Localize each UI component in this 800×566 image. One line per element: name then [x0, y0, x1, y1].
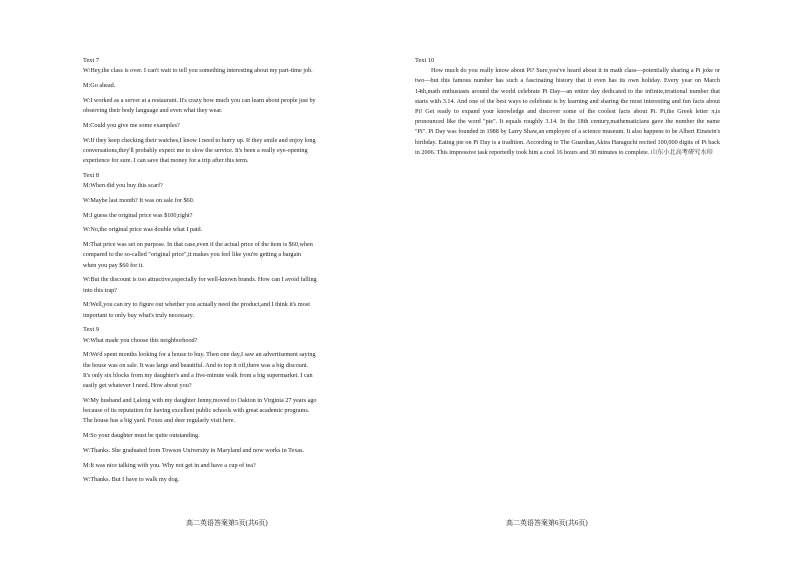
text8-line: compared to the so-called "original price",it makes you feel like you're getting a bargain — [83, 251, 302, 259]
text8-line: when you pay $60 for it. — [83, 261, 144, 269]
text7-body — [83, 66, 391, 171]
footer-page-5: 高二英语答案第5页(共6页) — [186, 519, 268, 527]
text8-body — [83, 181, 391, 325]
text9-line: W:Thanks. She graduated from Towson University in Maryland and now works in Texas. — [83, 446, 305, 454]
left-column — [83, 56, 391, 490]
text9-line: M:We'd spent months looking for a house to buy. Then one day,I saw an advertisement saying — [83, 351, 316, 359]
text7-line: conversations,they'll probably expect me to slow the service. It's been a really eye-opening — [83, 146, 308, 154]
text8-line: M:When did you buy this scarf? — [83, 182, 163, 189]
text8-line: M:Well,you can try to figure out whether you actually need the product,and I think it's most — [83, 301, 310, 309]
text9-line: W:Thanks. But I have to walk my dog. — [83, 476, 180, 484]
text8-line: W:No,the original price was double what I paid. — [83, 226, 203, 234]
footer-page-6: 高二英语答案第6页(共6页) — [506, 519, 588, 527]
text10-paragraph — [415, 66, 720, 158]
text8-line: important to only buy what's truly necessary. — [83, 311, 194, 319]
text8-line: into this trap? — [83, 286, 118, 294]
text9-line: W:What made you choose this neighborhood? — [83, 336, 198, 344]
text9-line: because of its reputation for having excellent public schools with great academic programs. — [83, 407, 310, 414]
text9-line: W:My husband and I,along with my daughter Jenny,moved to Oakton in Virginia 27 years ago — [83, 396, 317, 404]
text7-line: W:Hey,the class is over. I can't wait to tell you something interesting about my part-time job. — [83, 67, 313, 75]
text8-line: W:Maybe last month? It was on sale for $60. — [83, 196, 195, 204]
text9-line: the house was on sale. It was large and beautiful. And to top it off,there was a big discount. — [83, 361, 309, 369]
text7-line: experience for sure. I can save that money for a trip after this term. — [83, 157, 249, 164]
text7-line: W:If they keep checking their watches,I know I need to hurry up. If they smile and enjoy long — [83, 136, 316, 144]
text7-line: M:Go ahead. — [83, 82, 116, 89]
watermark-text: 山东小北高考研究水印 — [650, 148, 713, 156]
text10-body: How much do you really know about Pi? Sure,you've heard about it in math class—potentially sharing a Pi joke or two—but this famous number has such a fascinating history that it even has its own holiday. Every year on March 14th,math enthusiasts around the world celebrate Pi Day—an entire day dedicated to the infinite,irrational number that starts with 3.14. And one of the best ways to celebrate is by learning and sharing the most interesting and fun facts about Pi! Get ready to expand your knowledge and discover some of the coolest facts about Pi. Pi,the Greek letter π,is pronounced like the word "pie". It equals roughly 3.14. In the 18th century,mathematicians gave the number the name "Pi". Pi Day was founded in 1988 by Larry Shaw,an employee of a science museum. It also happens to be Albert Einstein's birthday. Eating pie on Pi Day is a tradition. According to The Guardian,Akira Haraguchi recited 100,000 digits of Pi back in 2006. This impressive task reportedly took him a cool 16 hours and 30 minutes to complete. — [415, 67, 720, 156]
text9-body — [83, 336, 391, 491]
text8-line: W:But the discount is too attractive,especially for well-known brands. How can I avoid falling — [83, 276, 317, 284]
text9-line: easily get whatever I need. How about you? — [83, 382, 192, 389]
text10-title: Text 10 — [415, 57, 435, 64]
text7-line: M:Could you give me some examples? — [83, 121, 180, 129]
text8-title: Text 8 — [83, 171, 100, 179]
text9-line: M:It was nice talking with you. Why not get in and have a cup of tea? — [83, 461, 256, 469]
text9-line: M:So your daughter must be quite outstanding. — [83, 432, 200, 439]
text8-line: M:That price was set on purpose. In that case,even if the actual price of the item is $60,when — [83, 241, 313, 249]
text7-line: W:I worked as a server at a restaurant. It's crazy how much you can learn about people just by — [83, 96, 316, 104]
text7-line: observing their body language and even what they wear. — [83, 107, 223, 114]
right-column — [415, 56, 720, 158]
text9-line: The house has a big yard. Foxes and deer regularly visit here. — [83, 417, 236, 425]
text9-title: Text 9 — [83, 326, 100, 334]
text9-line: It's only six blocks from my daughter's and a five-minute walk from a big supermarket. I can — [83, 371, 313, 379]
text7-title: Text 7 — [83, 57, 100, 64]
text8-line: M:I guess the original price was $100,right? — [83, 211, 193, 219]
